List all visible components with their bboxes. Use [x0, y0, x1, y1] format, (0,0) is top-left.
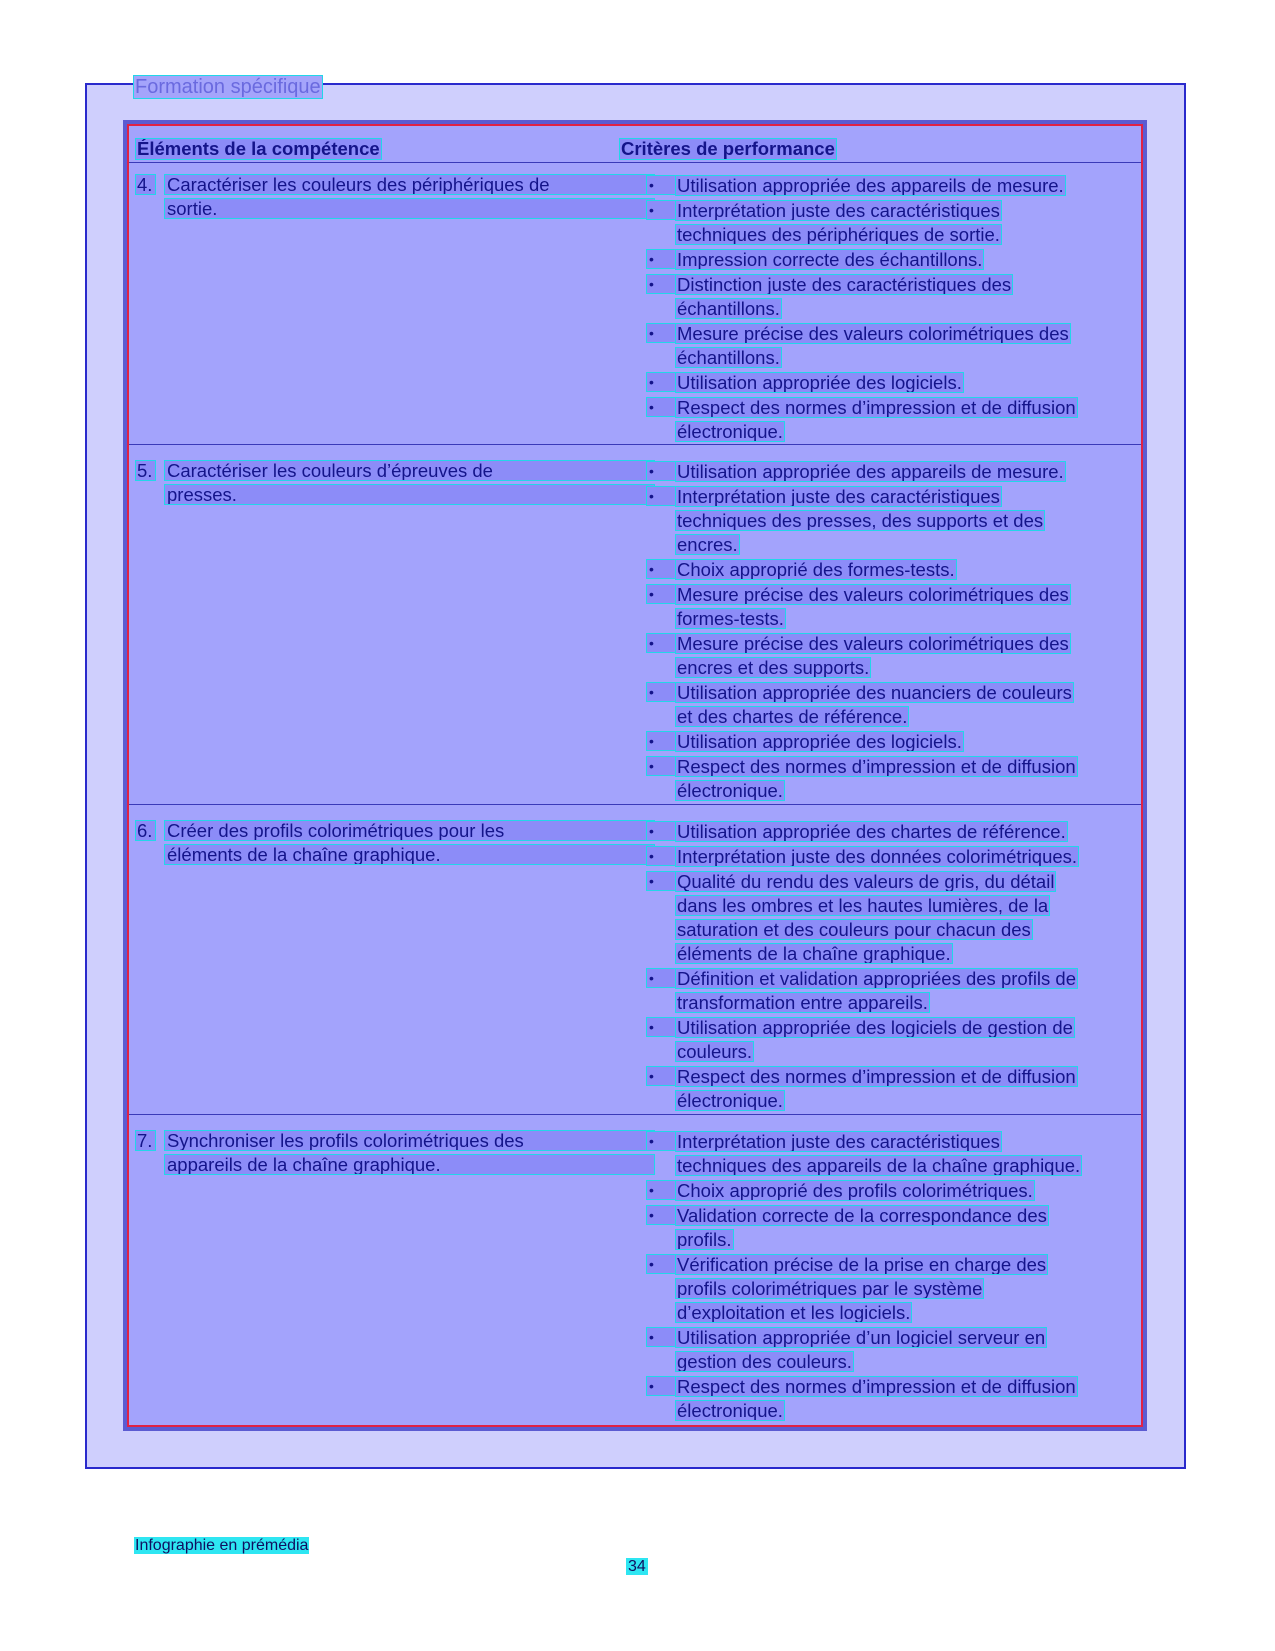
element-number: 6.: [136, 821, 155, 840]
criteria-item: [647, 1181, 1127, 1200]
criteria-text-line: Validation correcte de la correspondance des: [677, 1205, 1047, 1226]
criteria-text-line: techniques des appareils de la chaîne graphique.: [677, 1155, 1081, 1176]
criteria-text-line: profils colorimétriques par le système: [677, 1278, 983, 1299]
bullet-icon: •: [647, 1067, 675, 1085]
criteria-text-line: techniques des périphériques de sortie.: [677, 224, 1000, 245]
criteria-text-line: Choix approprié des formes-tests.: [677, 559, 955, 580]
competency-element: [136, 1131, 656, 1179]
bullet-icon: •: [647, 732, 675, 750]
criteria-text-line: Mesure précise des valeurs colorimétriques des: [677, 584, 1069, 605]
bullet-icon: •: [647, 822, 675, 840]
criteria-item: [647, 1132, 1127, 1175]
element-text-line: Caractériser les couleurs des périphériques de: [165, 175, 654, 194]
criteria-item: [647, 585, 1127, 628]
criteria-item: [647, 1377, 1127, 1420]
criteria-text-line: transformation entre appareils.: [677, 992, 928, 1013]
element-text-line: appareils de la chaîne graphique.: [165, 1155, 654, 1174]
criteria-item: [647, 1328, 1127, 1371]
bullet-icon: •: [647, 634, 675, 652]
criteria-text-line: gestion des couleurs.: [677, 1351, 852, 1372]
element-text-line: presses.: [165, 485, 654, 504]
row-divider: [129, 804, 1141, 805]
criteria-item: [647, 487, 1127, 554]
bullet-icon: •: [647, 757, 675, 775]
criteria-item: [647, 201, 1127, 244]
criteria-item: [647, 969, 1127, 1012]
criteria-item: [647, 462, 1127, 481]
element-number: 4.: [136, 175, 155, 194]
element-text-line: éléments de la chaîne graphique.: [165, 845, 654, 864]
criteria-text-line: Utilisation appropriée des nuanciers de couleurs: [677, 682, 1072, 703]
criteria-text-line: Mesure précise des valeurs colorimétriques des: [677, 323, 1069, 344]
row-divider: [129, 444, 1141, 445]
criteria-item: [647, 822, 1127, 841]
criteria-text-line: Respect des normes d’impression et de diffusion: [677, 397, 1076, 418]
criteria-item: [647, 872, 1127, 963]
bullet-icon: •: [647, 1018, 675, 1036]
criteria-list: [647, 176, 1127, 447]
competency-element: [136, 821, 656, 869]
header-elements: Éléments de la compétence: [137, 138, 380, 159]
bullet-icon: •: [647, 1377, 675, 1395]
criteria-text-line: profils.: [677, 1229, 732, 1250]
criteria-text-line: Respect des normes d’impression et de diffusion: [677, 1066, 1076, 1087]
criteria-item: [647, 847, 1127, 866]
bullet-icon: •: [647, 969, 675, 987]
criteria-text-line: Impression correcte des échantillons.: [677, 249, 983, 270]
criteria-text-line: Utilisation appropriée des logiciels.: [677, 372, 962, 393]
criteria-text-line: éléments de la chaîne graphique.: [677, 943, 951, 964]
bullet-icon: •: [647, 585, 675, 603]
criteria-text-line: Utilisation appropriée d’un logiciel serveur en: [677, 1327, 1046, 1348]
bullet-icon: •: [647, 373, 675, 391]
criteria-text-line: échantillons.: [677, 347, 780, 368]
bullet-icon: •: [647, 1328, 675, 1346]
criteria-text-line: Interprétation juste des données colorimétriques.: [677, 846, 1078, 867]
bullet-icon: •: [647, 250, 675, 268]
header-divider: [129, 162, 1141, 163]
bullet-icon: •: [647, 487, 675, 505]
criteria-text-line: électronique.: [677, 1400, 783, 1421]
bullet-icon: •: [647, 1255, 675, 1273]
criteria-text-line: saturation et des couleurs pour chacun des: [677, 919, 1031, 940]
criteria-item: [647, 1018, 1127, 1061]
bullet-icon: •: [647, 1132, 675, 1150]
criteria-text-line: Qualité du rendu des valeurs de gris, du détail: [677, 871, 1055, 892]
bullet-icon: •: [647, 324, 675, 342]
criteria-text-line: Utilisation appropriée des appareils de mesure.: [677, 461, 1064, 482]
criteria-text-line: Utilisation appropriée des logiciels de gestion de: [677, 1017, 1073, 1038]
page-number: 34: [628, 1558, 646, 1575]
criteria-text-line: et des chartes de référence.: [677, 706, 908, 727]
element-text-line: Synchroniser les profils colorimétriques des: [165, 1131, 654, 1150]
competency-element: [136, 175, 656, 223]
element-text-line: sortie.: [165, 199, 654, 218]
criteria-item: [647, 757, 1127, 800]
criteria-list: [647, 822, 1127, 1116]
criteria-text-line: électronique.: [677, 1090, 783, 1111]
criteria-text-line: encres.: [677, 534, 738, 555]
criteria-item: [647, 398, 1127, 441]
criteria-item: [647, 176, 1127, 195]
criteria-item: [647, 275, 1127, 318]
bullet-icon: •: [647, 1181, 675, 1199]
bullet-icon: •: [647, 275, 675, 293]
bullet-icon: •: [647, 847, 675, 865]
criteria-item: [647, 1255, 1127, 1322]
criteria-text-line: Interprétation juste des caractéristiques: [677, 200, 1000, 221]
criteria-text-line: Interprétation juste des caractéristiques: [677, 486, 1000, 507]
criteria-list: [647, 462, 1127, 806]
criteria-text-line: encres et des supports.: [677, 657, 870, 678]
criteria-item: [647, 560, 1127, 579]
criteria-item: [647, 732, 1127, 751]
criteria-item: [647, 1067, 1127, 1110]
bullet-icon: •: [647, 683, 675, 701]
criteria-item: [647, 634, 1127, 677]
criteria-item: [647, 324, 1127, 367]
criteria-text-line: échantillons.: [677, 298, 780, 319]
element-text-line: Caractériser les couleurs d’épreuves de: [165, 461, 654, 480]
criteria-text-line: Distinction juste des caractéristiques des: [677, 274, 1012, 295]
criteria-text-line: électronique.: [677, 780, 783, 801]
criteria-text-line: Utilisation appropriée des chartes de référence.: [677, 821, 1066, 842]
criteria-text-line: Respect des normes d’impression et de diffusion: [677, 1376, 1076, 1397]
row-divider: [129, 1114, 1141, 1115]
bullet-icon: •: [647, 398, 675, 416]
criteria-text-line: Utilisation appropriée des logiciels.: [677, 731, 962, 752]
criteria-text-line: Mesure précise des valeurs colorimétriques des: [677, 633, 1069, 654]
criteria-text-line: formes-tests.: [677, 608, 784, 629]
criteria-item: [647, 1206, 1127, 1249]
criteria-text-line: électronique.: [677, 421, 783, 442]
criteria-text-line: Vérification précise de la prise en charge des: [677, 1254, 1047, 1275]
bullet-icon: •: [647, 560, 675, 578]
competency-table-body: [127, 124, 1143, 1427]
bullet-icon: •: [647, 1206, 675, 1224]
criteria-text-line: techniques des presses, des supports et des: [677, 510, 1044, 531]
criteria-text-line: Utilisation appropriée des appareils de mesure.: [677, 175, 1064, 196]
criteria-text-line: Interprétation juste des caractéristiques: [677, 1131, 1000, 1152]
competency-element: [136, 461, 656, 509]
criteria-list: [647, 1132, 1127, 1426]
criteria-item: [647, 683, 1127, 726]
section-title: Formation spécifique: [135, 76, 321, 98]
bullet-icon: •: [647, 462, 675, 480]
element-number: 7.: [136, 1131, 155, 1150]
header-criteria: Critères de performance: [621, 138, 835, 159]
bullet-icon: •: [647, 872, 675, 890]
criteria-item: [647, 373, 1127, 392]
criteria-text-line: couleurs.: [677, 1041, 753, 1062]
competency-table: [123, 120, 1147, 1431]
element-text-line: Créer des profils colorimétriques pour les: [165, 821, 654, 840]
criteria-text-line: Respect des normes d’impression et de diffusion: [677, 756, 1076, 777]
bullet-icon: •: [647, 176, 675, 194]
criteria-text-line: dans les ombres et les hautes lumières, de la: [677, 895, 1049, 916]
bullet-icon: •: [647, 201, 675, 219]
criteria-item: [647, 250, 1127, 269]
footer-program: Infographie en prémédia: [135, 1537, 309, 1554]
criteria-text-line: d’exploitation et les logiciels.: [677, 1302, 911, 1323]
criteria-text-line: Définition et validation appropriées des profils de: [677, 968, 1077, 989]
criteria-text-line: Choix approprié des profils colorimétriques.: [677, 1180, 1033, 1201]
element-number: 5.: [136, 461, 155, 480]
